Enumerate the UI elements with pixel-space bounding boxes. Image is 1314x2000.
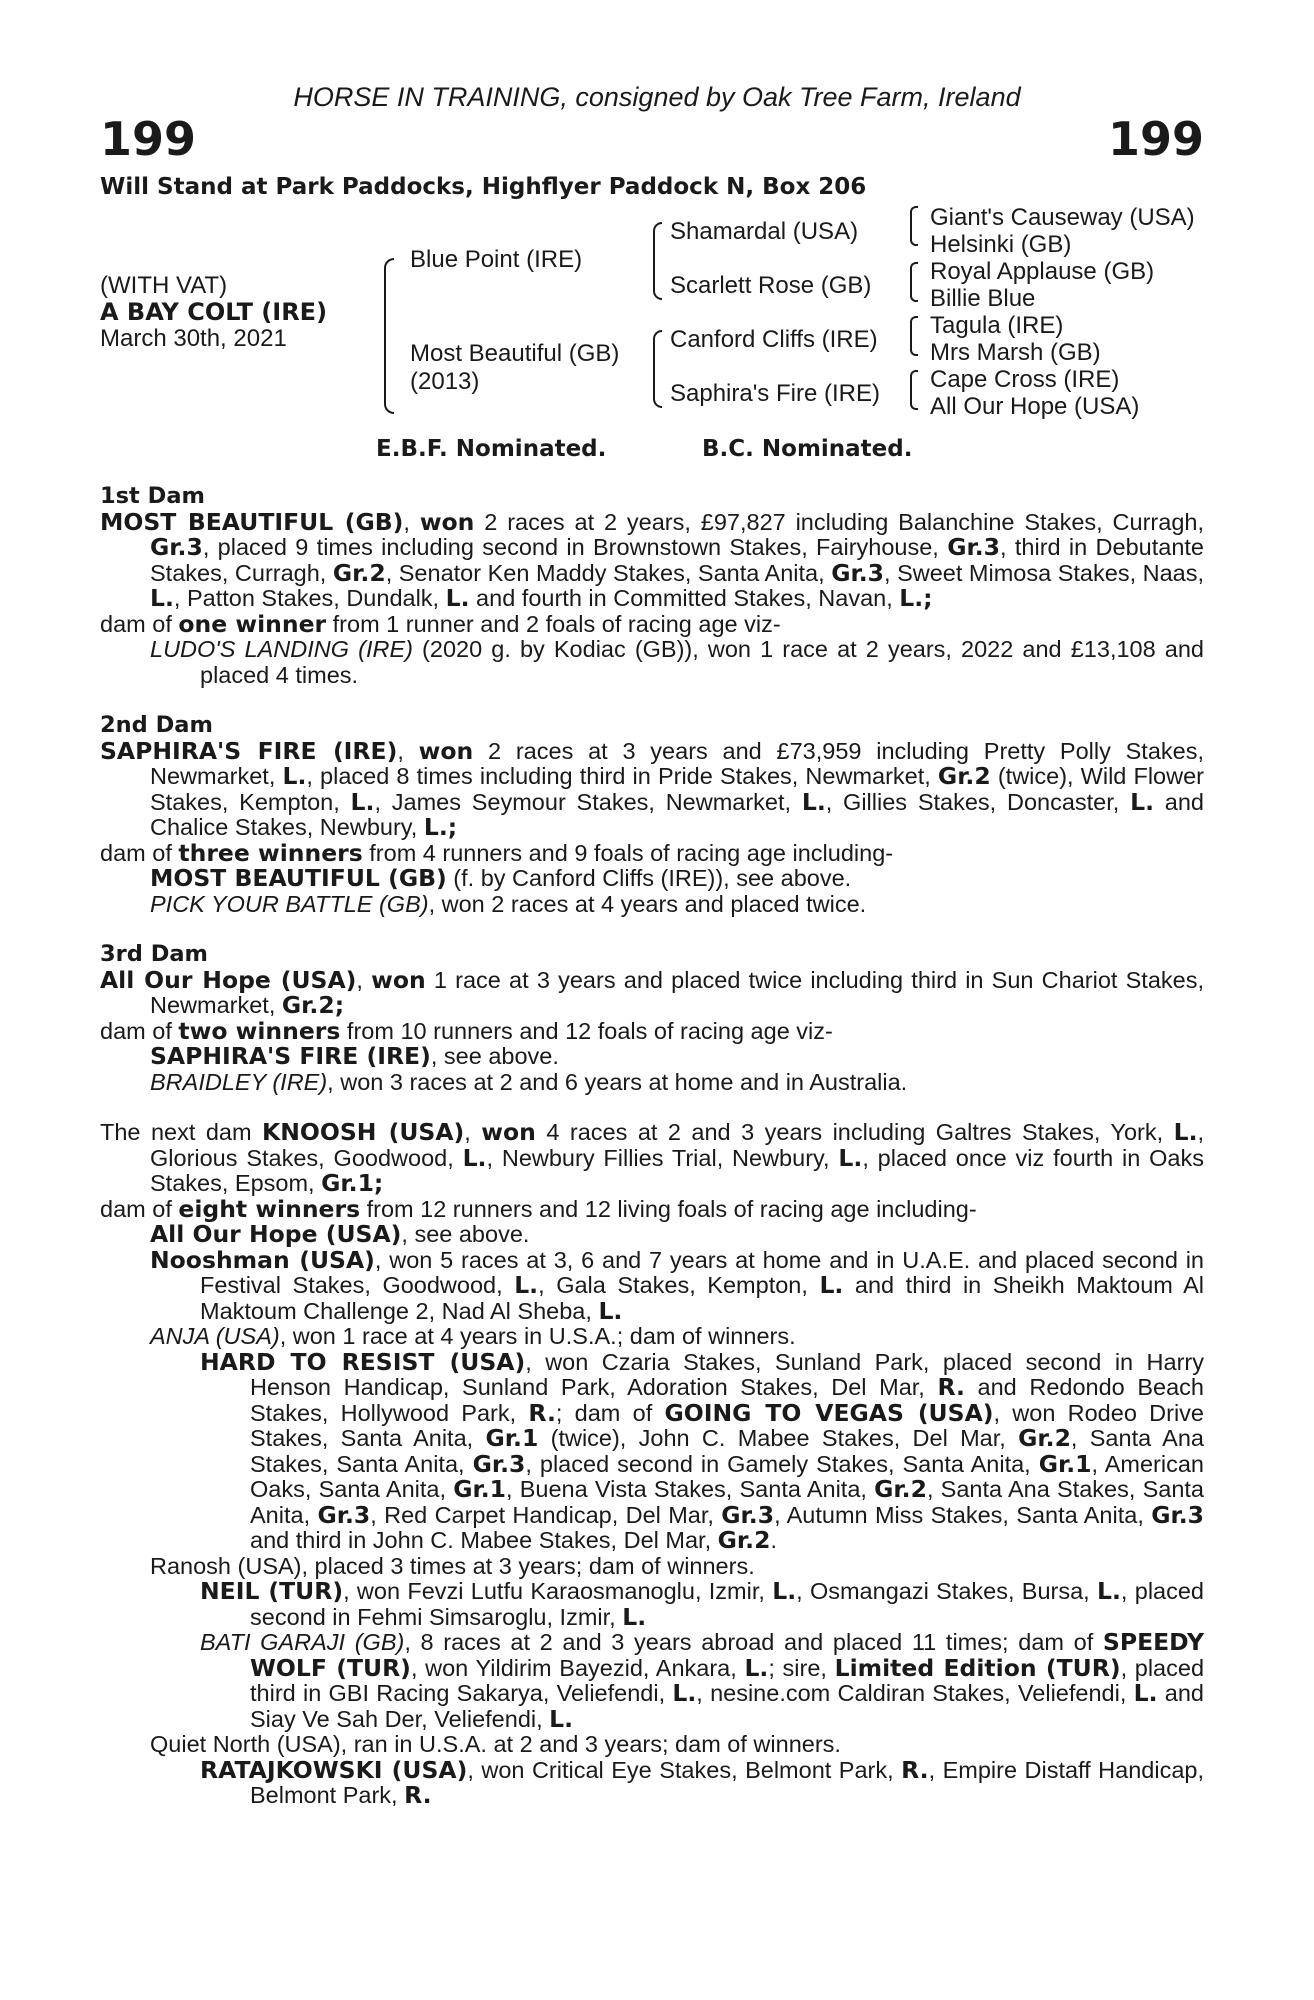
pedigree-brace-g2 xyxy=(910,262,918,302)
second-dam-section xyxy=(100,713,1204,917)
pedigree-g3-3: Royal Applause (GB) xyxy=(930,258,1155,285)
first-dam-section xyxy=(100,484,1204,688)
ebf-nomination: E.B.F. Nominated. xyxy=(376,436,607,462)
text: , American Oaks, Santa Anita, xyxy=(250,1450,1204,1502)
produce-name: HARD TO RESIST (USA) xyxy=(200,1347,526,1376)
text: , Senator Ken Maddy Stakes, Santa Anita, xyxy=(385,559,832,586)
text: , see above. xyxy=(430,1043,559,1069)
pedigree-dam: Most Beautiful (GB) xyxy=(410,340,620,367)
grade: Gr.2 xyxy=(332,558,386,587)
next-dam-produce-summary xyxy=(100,1194,1204,1223)
pedigree-brace-g4 xyxy=(910,370,918,410)
grade: Gr.3 xyxy=(472,1449,526,1478)
second-dam-produce-1 xyxy=(100,866,1204,892)
text: , won Rodeo Drive Stakes, Santa Anita, xyxy=(250,1399,1204,1451)
text: ; sire, xyxy=(768,1654,835,1681)
grade: L. xyxy=(744,1653,769,1682)
catalogue-body xyxy=(100,484,1204,1809)
grade: L. xyxy=(282,762,307,790)
pedigree-brace-g3 xyxy=(910,316,918,356)
text: dam of xyxy=(100,610,179,637)
pedigree-dam-dam: Saphira's Fire (IRE) xyxy=(670,380,880,407)
first-dam-produce-1 xyxy=(100,637,1204,688)
second-dam-produce-summary xyxy=(100,838,1204,867)
grade: L. xyxy=(462,1143,487,1172)
pedigree-brace-sire xyxy=(653,222,662,300)
text: , Sweet Mimosa Stakes, Naas, xyxy=(884,559,1205,586)
text: , see above. xyxy=(401,1221,530,1247)
grade: Gr.3 xyxy=(1151,1500,1204,1529)
text: , won 1 race at 4 years in U.S.A.; dam of winners. xyxy=(279,1323,796,1349)
next-dam-record xyxy=(100,1120,1204,1197)
text: dam of xyxy=(100,1017,179,1044)
next-dam-produce-3a xyxy=(100,1347,1204,1554)
grade: L. xyxy=(772,1577,797,1605)
grade: L. xyxy=(838,1143,863,1172)
third-dam-record xyxy=(100,965,1205,1019)
produce-name: SPEEDY WOLF (TUR) xyxy=(250,1628,1204,1682)
text: dam of xyxy=(100,1195,179,1222)
winners-count: one winner xyxy=(178,609,327,638)
next-dam-produce-4a xyxy=(100,1579,1204,1630)
text: Quiet North (USA), ran in U.S.A. at 2 and 3 years; dam of winners. xyxy=(150,1731,841,1757)
grade: Gr.3 xyxy=(947,533,1000,561)
produce-name: MOST BEAUTIFUL (GB) xyxy=(150,864,447,892)
text: , won 3 races at 2 and 6 years at home and in Australia. xyxy=(327,1068,908,1095)
first-dam-produce-summary xyxy=(100,609,1204,638)
text: , won Yildirim Bayezid, Ankara, xyxy=(410,1654,745,1681)
sep: . xyxy=(770,1527,777,1553)
produce-name: PICK YOUR BATTLE (GB) xyxy=(150,890,429,917)
grade: L. xyxy=(622,1602,647,1631)
text: from 10 runners and 12 foals of racing age viz- xyxy=(340,1017,833,1044)
won-word: won xyxy=(481,1118,536,1146)
text: , third in Debutante Stakes, Curragh, xyxy=(150,534,1204,586)
grade: Gr.3 xyxy=(831,558,885,587)
grade: L. xyxy=(514,1271,539,1299)
grade: Gr.1 xyxy=(453,1475,507,1503)
horse-name: A BAY COLT (IRE) xyxy=(100,298,328,326)
text: , placed 8 times including third in Pride Stakes, Newmarket, xyxy=(306,763,938,789)
pedigree-g3-2: Helsinki (GB) xyxy=(930,231,1072,258)
text: , Autumn Miss Stakes, Santa Anita, xyxy=(774,1501,1152,1528)
produce-name: ANJA (USA) xyxy=(150,1323,280,1349)
pedigree-brace-g1 xyxy=(910,206,918,246)
text: The next dam xyxy=(100,1119,263,1145)
pedigree-dam-sire: Canford Cliffs (IRE) xyxy=(670,326,878,353)
text: from 1 runner and 2 foals of racing age viz- xyxy=(326,610,781,637)
grade: L. xyxy=(672,1679,697,1707)
text: , won Czaria Stakes, Sunland Park, placed second in Harry Henson Handicap, Sunland Park, Adoration Stakes, Del Mar, xyxy=(250,1348,1204,1400)
produce-name: SAPHIRA'S FIRE (IRE) xyxy=(150,1042,431,1070)
grade: Gr.1; xyxy=(321,1169,384,1197)
text: and third in John C. Mabee Stakes, Del Mar, xyxy=(250,1527,718,1553)
next-dam-produce-3 xyxy=(100,1324,1204,1350)
text: and Redondo Beach Stakes, Hollywood Park, xyxy=(250,1374,1204,1426)
grade: L. xyxy=(150,584,174,612)
pedigree-brace-main xyxy=(384,258,394,414)
grade: L. xyxy=(1133,1679,1158,1707)
text: , won Fevzi Lutfu Karaosmanoglu, Izmir, xyxy=(343,1578,773,1604)
winners-count: two winners xyxy=(178,1016,341,1045)
produce-name: GOING TO VEGAS (USA) xyxy=(664,1398,994,1427)
vat-note: (WITH VAT) xyxy=(100,272,228,299)
next-dam-produce-4b xyxy=(100,1630,1204,1732)
third-dam-heading: 3rd Dam xyxy=(100,941,208,967)
text: from 12 runners and 12 living foals of racing age including- xyxy=(360,1195,977,1222)
lot-number-right: 199 xyxy=(1107,112,1204,166)
first-dam-record xyxy=(100,507,1205,612)
text: , won 5 races at 3, 6 and 7 years at home and in U.A.E. and placed second in Festival Stakes, Goodwood, xyxy=(200,1246,1204,1298)
grade: R. xyxy=(404,1781,432,1809)
grade: L. xyxy=(549,1704,574,1733)
text: , Buena Vista Stakes, Santa Anita, xyxy=(506,1476,875,1502)
page-header-title: HORSE IN TRAINING, consigned by Oak Tree Farm, Ireland xyxy=(293,82,1021,112)
grade: L.; xyxy=(423,813,458,841)
text: , nesine.com Caldiran Stakes, Veliefendi, xyxy=(696,1680,1134,1706)
grade: L. xyxy=(801,787,826,816)
next-dam-produce-5 xyxy=(100,1732,1204,1758)
text: , placed 9 times including second in Brownstown Stakes, Fairyhouse, xyxy=(202,534,948,560)
pedigree-sire-sire: Shamardal (USA) xyxy=(670,218,859,245)
next-dam-produce-2 xyxy=(100,1245,1204,1325)
bc-nomination: B.C. Nominated. xyxy=(702,436,913,462)
grade: L. xyxy=(1130,787,1154,816)
first-dam-heading: 1st Dam xyxy=(100,483,205,509)
grade: L. xyxy=(1173,1118,1198,1146)
grade: Gr.3 xyxy=(150,533,203,561)
winners-count: eight winners xyxy=(178,1194,361,1223)
text: Ranosh (USA), placed 3 times at 3 years; dam of winners. xyxy=(150,1552,755,1579)
grade: Gr.2 xyxy=(874,1475,927,1503)
pedigree-sire: Blue Point (IRE) xyxy=(410,246,583,273)
text: , Empire Distaff Handicap, Belmont Park, xyxy=(250,1756,1204,1808)
next-dam-produce-4 xyxy=(100,1554,1204,1580)
text: and Chalice Stakes, Newbury, xyxy=(150,788,1204,840)
stand-location: Will Stand at Park Paddocks, Highflyer Paddock N, Box 206 xyxy=(100,174,867,200)
text: , Santa Ana Stakes, Santa Anita, xyxy=(250,1476,1204,1528)
first-dam-name: MOST BEAUTIFUL (GB) xyxy=(100,507,404,536)
produce-name: LUDO'S LANDING (IRE) xyxy=(150,636,413,662)
text: 4 races at 2 and 3 years including Galtres Stakes, York, xyxy=(535,1119,1174,1145)
third-dam-produce-summary xyxy=(100,1016,1204,1045)
sep: , xyxy=(403,508,420,535)
grade: L. xyxy=(598,1296,623,1325)
produce-name: BRAIDLEY (IRE) xyxy=(150,1068,328,1095)
grade: Gr.2 xyxy=(937,762,991,790)
grade: R. xyxy=(528,1398,556,1427)
text: (twice), John C. Mabee Stakes, Del Mar, xyxy=(538,1425,1019,1451)
pedigree-g3-6: Mrs Marsh (GB) xyxy=(930,339,1101,366)
grade: L. xyxy=(1097,1577,1121,1605)
grade: R. xyxy=(937,1373,965,1401)
text: , placed second in Fehmi Simsaroglu, Izmir, xyxy=(250,1578,1205,1630)
produce-name: BATI GARAJI (GB) xyxy=(200,1629,405,1655)
text: , won Critical Eye Stakes, Belmont Park, xyxy=(467,1756,902,1783)
grade: L. xyxy=(350,787,375,816)
pedigree-dam-year: (2013) xyxy=(410,368,480,395)
text: , Newbury Fillies Trial, Newbury, xyxy=(486,1144,839,1171)
text: dam of xyxy=(100,839,179,866)
text: , placed second in Gamely Stakes, Santa Anita, xyxy=(525,1450,1039,1477)
second-dam-produce-2 xyxy=(100,892,1204,918)
text: (2020 g. by Kodiac (GB)), won 1 race at 2 years, 2022 and £13,108 and placed 4 times. xyxy=(200,636,1204,688)
text: , won 2 races at 4 years and placed twice. xyxy=(428,890,867,917)
pedigree-g3-8: All Our Hope (USA) xyxy=(930,393,1140,420)
next-dam-section xyxy=(100,1120,1204,1809)
text: , 8 races at 2 and 3 years abroad and placed 11 times; dam of xyxy=(404,1629,1103,1655)
grade: Gr.3 xyxy=(317,1500,371,1529)
sep: , xyxy=(464,1119,482,1145)
text: , placed third in GBI Racing Sakarya, Veliefendi, xyxy=(250,1654,1205,1706)
grade: Gr.1 xyxy=(485,1424,539,1452)
text: from 4 runners and 9 foals of racing age including- xyxy=(362,839,894,866)
produce-name: Limited Edition (TUR) xyxy=(834,1653,1121,1682)
grade: R. xyxy=(901,1755,929,1784)
winners-count: three winners xyxy=(178,838,363,867)
text: , Santa Ana Stakes, Santa Anita, xyxy=(250,1425,1204,1477)
text: (f. by Canford Cliffs (IRE)), see above. xyxy=(446,865,852,891)
pedigree-sire-dam: Scarlett Rose (GB) xyxy=(670,272,872,299)
won-word: won xyxy=(419,507,475,536)
text: , James Seymour Stakes, Newmarket, xyxy=(374,788,802,815)
text: 2 races at 3 years and £73,959 including Pretty Polly Stakes, Newmarket, xyxy=(150,737,1204,789)
won-word: won xyxy=(418,736,474,765)
won-word: won xyxy=(371,965,426,994)
text: and Siay Ve Sah Der, Veliefendi, xyxy=(250,1680,1204,1732)
text: , Gillies Stakes, Doncaster, xyxy=(825,788,1131,815)
pedigree-g3-4: Billie Blue xyxy=(930,285,1036,312)
grade: Gr.3 xyxy=(721,1500,775,1529)
text: 2 races at 2 years, £97,827 including Balanchine Stakes, Curragh, xyxy=(474,508,1204,535)
produce-name: NEIL (TUR) xyxy=(200,1577,344,1605)
text: and third in Sheikh Maktoum Al Maktoum Challenge 2, Nad Al Sheba, xyxy=(200,1272,1204,1324)
grade: L.; xyxy=(899,584,933,612)
third-dam-produce-2 xyxy=(100,1070,1204,1096)
foaling-date: March 30th, 2021 xyxy=(100,325,287,352)
grade: L. xyxy=(819,1271,844,1299)
grade: Gr.2 xyxy=(717,1526,771,1554)
produce-name: All Our Hope (USA) xyxy=(150,1220,402,1248)
next-dam-name: KNOOSH (USA) xyxy=(262,1118,465,1146)
text: ; dam of xyxy=(555,1399,665,1426)
lot-number-left: 199 xyxy=(100,112,197,166)
next-dam-produce-5a xyxy=(100,1755,1204,1809)
sep: , xyxy=(397,737,419,764)
grade: Gr.2; xyxy=(281,991,345,1019)
text: , Patton Stakes, Dundalk, xyxy=(173,585,446,611)
third-dam-name: All Our Hope (USA) xyxy=(100,965,357,994)
text: 1 race at 3 years and placed twice including third in Sun Chariot Stakes, Newmarket, xyxy=(150,966,1205,1018)
text: , Gala Stakes, Kempton, xyxy=(538,1272,820,1298)
produce-name: Nooshman (USA) xyxy=(150,1245,375,1274)
text: and fourth in Committed Stakes, Navan, xyxy=(469,585,900,611)
produce-name: RATAJKOWSKI (USA) xyxy=(200,1755,468,1784)
pedigree-g3-1: Giant's Causeway (USA) xyxy=(930,204,1195,231)
grade: Gr.2 xyxy=(1018,1424,1071,1452)
pedigree-g3-5: Tagula (IRE) xyxy=(930,312,1064,339)
pedigree-g3-7: Cape Cross (IRE) xyxy=(930,366,1120,393)
third-dam-section xyxy=(100,942,1204,1095)
second-dam-record xyxy=(100,736,1204,841)
second-dam-heading: 2nd Dam xyxy=(100,712,213,738)
sep: , xyxy=(356,966,372,993)
text: , Red Carpet Handicap, Del Mar, xyxy=(370,1501,722,1528)
second-dam-name: SAPHIRA'S FIRE (IRE) xyxy=(100,736,398,765)
text: , Osmangazi Stakes, Bursa, xyxy=(796,1578,1098,1604)
grade: Gr.1 xyxy=(1038,1449,1092,1478)
text: (twice), Wild Flower Stakes, Kempton, xyxy=(150,763,1204,815)
pedigree-brace-dam xyxy=(653,330,662,408)
third-dam-produce-1 xyxy=(100,1044,1204,1070)
text: , Glorious Stakes, Goodwood, xyxy=(150,1119,1205,1171)
next-dam-produce-1 xyxy=(100,1222,1204,1248)
text: , placed once viz fourth in Oaks Stakes, Epsom, xyxy=(150,1144,1204,1196)
grade: L. xyxy=(445,584,470,612)
